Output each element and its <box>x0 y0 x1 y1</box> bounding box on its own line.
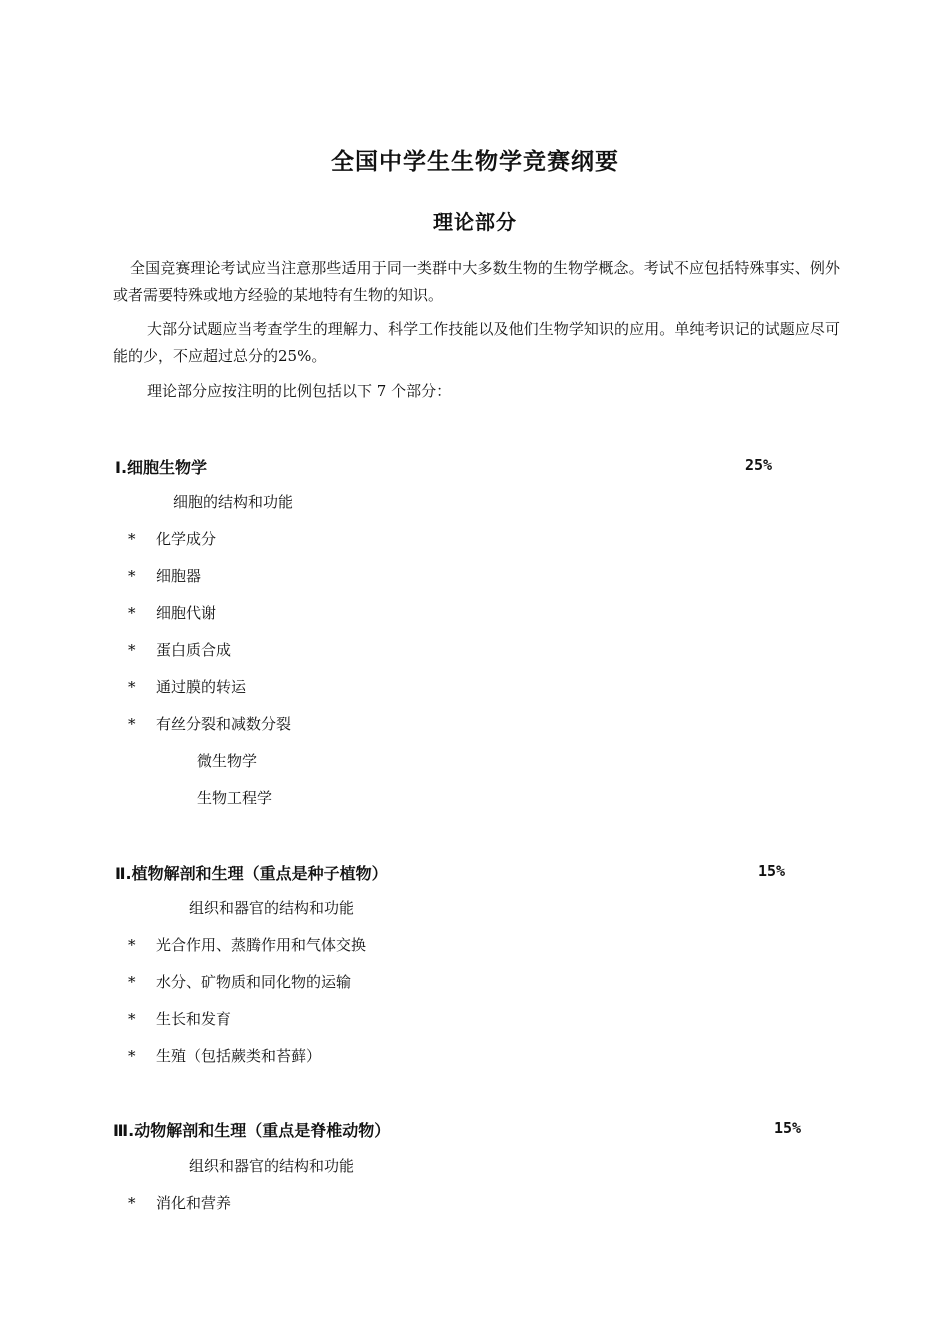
list-item <box>128 639 231 660</box>
document-subtitle: 理论部分 <box>433 210 517 234</box>
bullet-icon: * <box>128 530 136 548</box>
bullet-icon: * <box>128 1010 136 1028</box>
section-3-intro: 组织和器官的结构和功能 <box>189 1157 355 1175</box>
section-1-intro: 细胞的结构和功能 <box>173 493 294 511</box>
list-item <box>128 676 246 697</box>
intro-paragraph-2: 大部分试题应当考查学生的理解力、科学工作技能以及他们生物学知识的应用。单纯考识记的试题应尽可能的少，不应超过总分的25%。 <box>113 320 840 365</box>
list-item-label: 细胞代谢 <box>156 604 217 622</box>
section-1-extra-bioengineering: 生物工程学 <box>197 789 273 807</box>
bullet-icon: * <box>128 641 136 659</box>
bullet-icon: * <box>128 1194 136 1212</box>
list-item-label: 化学成分 <box>156 530 217 548</box>
list-item <box>128 528 216 549</box>
list-item-label: 生殖（包括蕨类和苔藓） <box>156 1047 322 1065</box>
list-item-label: 蛋白质合成 <box>156 641 232 659</box>
bullet-icon: * <box>128 715 136 733</box>
list-item <box>128 934 366 955</box>
section-2-percent: 15% <box>758 862 786 880</box>
bullet-icon: * <box>128 567 136 585</box>
intro-paragraph-1: 全国竞赛理论考试应当注意那些适用于同一类群中大多数生物的生物学概念。考试不应包括特殊事实、例外或者需要特殊或地方经验的某地特有生物的知识。 <box>113 259 840 304</box>
list-item <box>128 602 216 623</box>
bullet-icon: * <box>128 936 136 954</box>
list-item <box>128 971 351 992</box>
list-item-label: 光合作用、蒸腾作用和气体交换 <box>156 936 367 954</box>
section-2-title: Ⅱ.植物解剖和生理（重点是种子植物） <box>115 864 388 883</box>
list-item-label: 通过膜的转运 <box>156 678 247 696</box>
list-item <box>128 713 291 734</box>
section-2-intro: 组织和器官的结构和功能 <box>189 899 355 917</box>
list-item-label: 细胞器 <box>156 567 202 585</box>
bullet-icon: * <box>128 678 136 696</box>
document-title: 全国中学生生物学竞赛纲要 <box>331 149 619 175</box>
section-3-title: Ⅲ.动物解剖和生理（重点是脊椎动物） <box>113 1121 391 1140</box>
list-item-label: 有丝分裂和减数分裂 <box>156 715 292 733</box>
section-1-extra-microbiology: 微生物学 <box>197 752 258 770</box>
bullet-icon: * <box>128 604 136 622</box>
list-item-label: 消化和营养 <box>156 1194 232 1212</box>
list-item-label: 生长和发育 <box>156 1010 232 1028</box>
section-3-percent: 15% <box>774 1119 802 1137</box>
intro-paragraph-3: 理论部分应按注明的比例包括以下 7 个部分： <box>147 382 452 400</box>
list-item <box>128 1008 231 1029</box>
list-item <box>128 1045 321 1066</box>
list-item-label: 水分、矿物质和同化物的运输 <box>156 973 352 991</box>
section-1-percent: 25% <box>745 456 773 474</box>
section-1-title: Ⅰ.细胞生物学 <box>115 458 208 477</box>
bullet-icon: * <box>128 973 136 991</box>
list-item <box>128 1192 231 1213</box>
list-item <box>128 565 201 586</box>
bullet-icon: * <box>128 1047 136 1065</box>
